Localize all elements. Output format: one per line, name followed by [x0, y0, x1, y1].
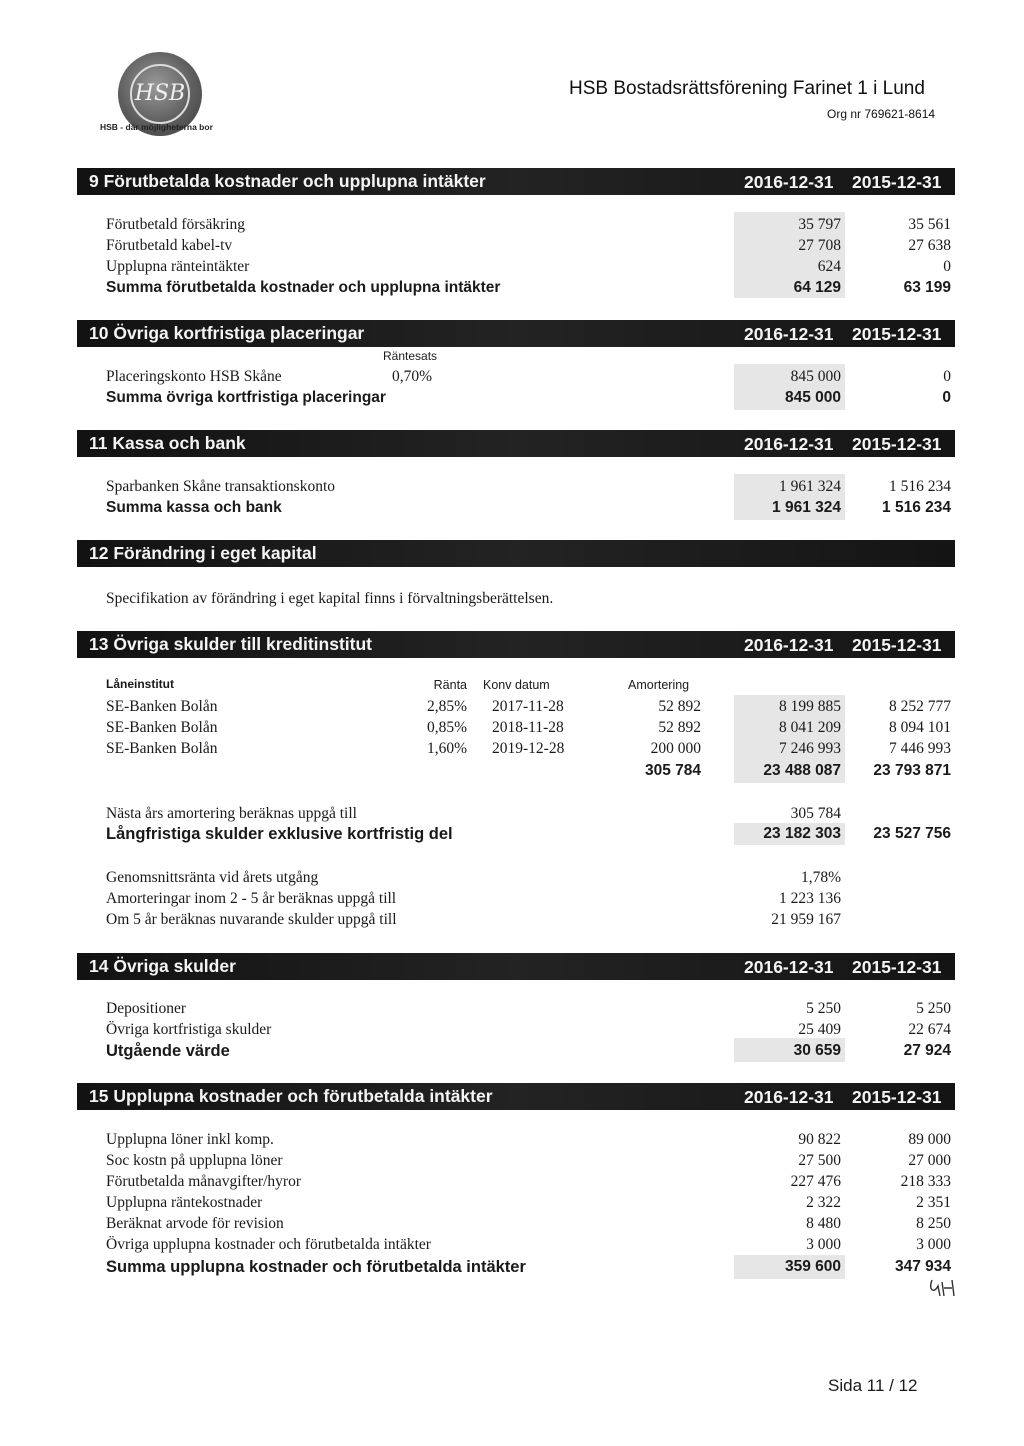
section-9-header: [77, 168, 955, 195]
next-year-amortization-value: 305 784: [790, 805, 841, 822]
value-current: 8 480: [806, 1215, 841, 1232]
row-label: Placeringskonto HSB Skåne: [106, 368, 282, 385]
tagline: HSB - där möjligheterna bor: [100, 122, 213, 132]
value-previous: 2 351: [916, 1194, 951, 1211]
section-title: 13 Övriga skulder till kreditinstitut: [89, 634, 372, 654]
row-label: Upplupna räntekostnader: [106, 1194, 263, 1211]
section-title: 9 Förutbetalda kostnader och upplupna intäkter: [89, 171, 486, 191]
row-label: Förutbetald försäkring: [106, 216, 246, 233]
page-number: Sida 11 / 12: [828, 1376, 918, 1395]
section-title: 14 Övriga skulder: [89, 956, 236, 976]
total-previous: 23 793 871: [873, 762, 951, 779]
info-label: Amorteringar inom 2 - 5 år beräknas uppgå till: [106, 890, 397, 907]
value-previous: 27 638: [908, 237, 951, 254]
loan-conversion-date: 2017-11-28: [492, 698, 564, 715]
total-previous: 347 934: [894, 1258, 951, 1275]
long-term-debt-label: Långfristiga skulder exklusive kortfristig del: [106, 825, 453, 843]
total-current: 845 000: [784, 389, 841, 406]
section-title: 12 Förändring i eget kapital: [89, 543, 317, 563]
info-label: Om 5 år beräknas nuvarande skulder uppgå till: [106, 911, 397, 928]
section-10-header: [77, 320, 955, 347]
section-15-header: [77, 1083, 955, 1110]
section-12-text: Specifikation av förändring i eget kapital finns i förvaltningsberättelsen.: [106, 590, 554, 607]
value-current: 25 409: [798, 1021, 841, 1038]
section-14-header: [77, 953, 955, 980]
section-11-header: [77, 430, 955, 457]
total-previous: 63 199: [903, 279, 951, 296]
row-label: Förutbetalda månavgifter/hyror: [106, 1173, 301, 1190]
total-label: Summa övriga kortfristiga placeringar: [106, 389, 386, 406]
column-date-current: 2016-12-31: [744, 635, 834, 655]
rate-header: Räntesats: [383, 349, 438, 363]
column-date-previous: 2015-12-31: [852, 957, 942, 977]
loan-rate: 1,60%: [426, 740, 467, 757]
row-label: Upplupna löner inkl komp.: [106, 1131, 274, 1148]
value-previous: 3 000: [916, 1236, 951, 1253]
loan-lender: SE-Banken Bolån: [106, 698, 218, 715]
header-lender: Låneinstitut: [106, 677, 174, 691]
column-date-previous: 2015-12-31: [852, 635, 942, 655]
value-current: 2 322: [806, 1194, 841, 1211]
header-amortization: Amortering: [628, 678, 690, 692]
info-value: 1 223 136: [779, 890, 841, 907]
total-current: 1 961 324: [772, 499, 841, 516]
loan-lender: SE-Banken Bolån: [106, 719, 218, 736]
total-label: Summa kassa och bank: [106, 499, 282, 516]
value-current: 27 708: [798, 237, 841, 254]
column-date-current: 2016-12-31: [744, 324, 834, 344]
row-label: Sparbanken Skåne transaktionskonto: [106, 478, 336, 495]
value-previous: 0: [943, 258, 951, 275]
column-date-current: 2016-12-31: [744, 172, 834, 192]
loan-lender: SE-Banken Bolån: [106, 740, 218, 757]
section-title: 15 Upplupna kostnader och förutbetalda intäkter: [89, 1086, 493, 1106]
row-label: Förutbetald kabel-tv: [106, 237, 233, 254]
value-previous: 89 000: [908, 1131, 951, 1148]
value-previous: 8 252 777: [889, 698, 951, 715]
value-current: 3 000: [806, 1236, 841, 1253]
info-label: Genomsnittsränta vid årets utgång: [106, 869, 319, 886]
value-previous: 27 000: [908, 1152, 951, 1169]
value-current: 845 000: [790, 368, 841, 385]
total-previous: 0: [942, 389, 951, 406]
total-current: 30 659: [793, 1042, 841, 1059]
total-label: Summa förutbetalda kostnader och upplupna intäkter: [106, 279, 501, 296]
total-current: 64 129: [793, 279, 841, 296]
loan-rate: 2,85%: [426, 698, 467, 715]
org-number: Org nr 769621-8614: [827, 107, 936, 121]
row-label: Beräknat arvode för revision: [106, 1215, 284, 1232]
row-label: Övriga upplupna kostnader och förutbetalda intäkter: [106, 1236, 431, 1253]
org-name: HSB Bostadsrättsförening Farinet 1 i Lund: [569, 78, 925, 99]
loan-amortization: 200 000: [650, 740, 701, 757]
total-amortization: 305 784: [644, 762, 701, 779]
value-previous: 8 094 101: [889, 719, 951, 736]
value-current: 90 822: [798, 1131, 841, 1148]
loan-conversion-date: 2018-11-28: [492, 719, 564, 736]
section-title: 10 Övriga kortfristiga placeringar: [89, 323, 365, 343]
value-previous: 22 674: [908, 1021, 951, 1038]
value-current: 5 250: [806, 1000, 841, 1017]
value-current: 227 476: [790, 1173, 841, 1190]
value-previous: 0: [943, 368, 951, 385]
value-current: 624: [817, 258, 841, 275]
loan-amortization: 52 892: [658, 698, 701, 715]
info-value: 21 959 167: [771, 911, 841, 928]
row-label: Depositioner: [106, 1000, 187, 1017]
loan-amortization: 52 892: [658, 719, 701, 736]
total-current: 359 600: [784, 1258, 841, 1275]
rate-value: 0,70%: [391, 368, 432, 385]
column-date-previous: 2015-12-31: [852, 1087, 942, 1107]
total-previous: 1 516 234: [882, 499, 951, 516]
section-12-header: [77, 540, 955, 567]
section-13-header: [77, 631, 955, 658]
info-value: 1,78%: [800, 869, 841, 886]
value-current: 7 246 993: [779, 740, 841, 757]
column-date-previous: 2015-12-31: [852, 172, 942, 192]
long-term-debt-current: 23 182 303: [763, 825, 841, 842]
value-previous: 7 446 993: [889, 740, 951, 757]
row-label: Soc kostn på upplupna löner: [106, 1152, 283, 1169]
column-date-previous: 2015-12-31: [852, 434, 942, 454]
value-previous: 5 250: [916, 1000, 951, 1017]
total-label: Utgående värde: [106, 1042, 230, 1060]
row-label: Upplupna ränteintäkter: [106, 258, 250, 275]
value-current: 35 797: [798, 216, 841, 233]
column-date-previous: 2015-12-31: [852, 324, 942, 344]
value-current: 27 500: [798, 1152, 841, 1169]
value-previous: 35 561: [908, 216, 951, 233]
loan-rate: 0,85%: [426, 719, 467, 736]
value-previous: 218 333: [900, 1173, 951, 1190]
long-term-debt-previous: 23 527 756: [873, 825, 951, 842]
column-date-current: 2016-12-31: [744, 957, 834, 977]
row-label: Övriga kortfristiga skulder: [106, 1021, 272, 1038]
value-previous: 1 516 234: [889, 478, 951, 495]
value-current: 8 199 885: [779, 698, 841, 715]
value-previous: 8 250: [916, 1215, 951, 1232]
handwritten-initials: [928, 1276, 960, 1300]
value-current: 8 041 209: [779, 719, 841, 736]
total-label: Summa upplupna kostnader och förutbetalda intäkter: [106, 1258, 526, 1276]
column-date-current: 2016-12-31: [744, 434, 834, 454]
section-title: 11 Kassa och bank: [89, 433, 246, 453]
header-rate: Ränta: [433, 678, 467, 692]
header-conversion-date: Konv datum: [483, 678, 550, 692]
hsb-logo-mark: HSB: [130, 64, 190, 124]
loan-conversion-date: 2019-12-28: [492, 740, 565, 757]
next-year-amortization-label: Nästa års amortering beräknas uppgå till: [106, 805, 357, 822]
total-previous: 27 924: [903, 1042, 951, 1059]
total-current: 23 488 087: [763, 762, 841, 779]
value-current: 1 961 324: [779, 478, 841, 495]
column-date-current: 2016-12-31: [744, 1087, 834, 1107]
